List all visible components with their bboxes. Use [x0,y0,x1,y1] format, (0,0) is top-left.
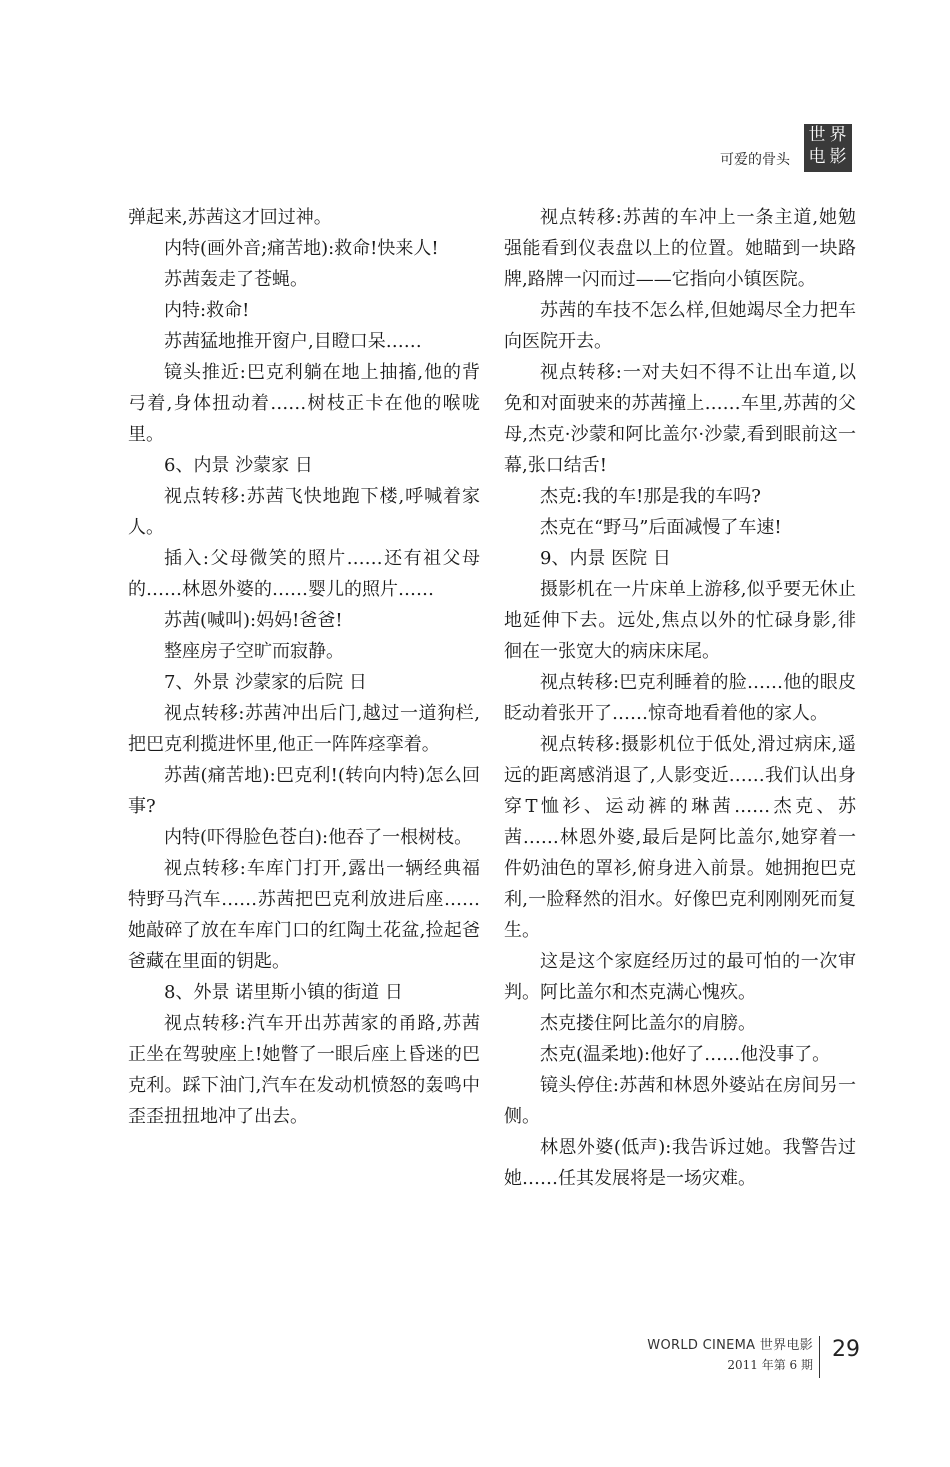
scene-heading: 9、内景 医院 日 [540,548,671,569]
brand-line-2: 电影 [808,147,851,167]
scene-heading: 8、外景 诺里斯小镇的街道 日 [164,982,403,1003]
paragraph: 视点转移:车库门打开,露出一辆经典福特野马汽车……苏茜把巴克利放进后座……她敲碎了放在车库门口的红陶土花盆,捡起爸爸藏在里面的钥匙。 [128,858,480,972]
paragraph: 视点转移:汽车开出苏茜家的甬路,苏茜正坐在驾驶座上!她瞥了一眼后座上昏迷的巴克利。踩下油门,汽车在发动机愤怒的轰鸣中歪歪扭扭地冲了出去。 [128,1013,480,1127]
paragraph: 杰克搂住阿比盖尔的肩膀。 [540,1013,756,1034]
footer-issue: 2011 年第 6 期 [727,1358,813,1372]
paragraph: 苏茜(痛苦地):巴克利!(转向内特)怎么回事? [128,765,480,817]
footer-publication-info [647,1336,820,1378]
paragraph: 内特(画外音;痛苦地):救命!快来人! [164,238,439,259]
running-header-title: 可爱的骨头 [720,152,790,168]
paragraph: 视点转移:苏茜的车冲上一条主道,她勉强能看到仪表盘以上的位置。她瞄到一块路牌,路牌一闪而过——它指向小镇医院。 [504,207,856,290]
paragraph: 杰克:我的车!那是我的车吗? [540,486,761,507]
paragraph: 内特(吓得脸色苍白):他吞了一根树枝。 [164,827,473,848]
paragraph: 弹起来,苏茜这才回过神。 [128,207,332,228]
paragraph: 苏茜的车技不怎么样,但她竭尽全力把车向医院开去。 [504,300,856,352]
page-number: 29 [832,1337,860,1362]
paragraph: 苏茜轰走了苍蝇。 [164,269,308,290]
paragraph: 整座房子空旷而寂静。 [164,641,344,662]
brand-line-1: 世界 [808,125,851,145]
paragraph: 苏茜(喊叫):妈妈!爸爸! [164,610,343,631]
right-text-column [504,202,856,1194]
paragraph: 内特:救命! [164,300,250,321]
paragraph: 视点转移:苏茜冲出后门,越过一道狗栏,把巴克利揽进怀里,他正一阵阵痉挛着。 [128,703,480,755]
paragraph: 这是这个家庭经历过的最可怕的一次审判。阿比盖尔和杰克满心愧疚。 [504,951,856,1003]
paragraph: 镜头停住:苏茜和林恩外婆站在房间另一侧。 [504,1075,856,1127]
paragraph: 杰克在“野马”后面减慢了车速! [540,517,782,538]
magazine-brand-badge [804,124,852,172]
paragraph: 苏茜猛地推开窗户,目瞪口呆…… [164,331,422,352]
scene-heading: 7、外景 沙蒙家的后院 日 [164,672,367,693]
paragraph: 视点转移:一对夫妇不得不让出车道,以免和对面驶来的苏茜撞上……车里,苏茜的父母,杰克·沙蒙和阿比盖尔·沙蒙,看到眼前这一幕,张口结舌! [504,362,856,476]
paragraph: 视点转移:苏茜飞快地跑下楼,呼喊着家人。 [128,486,480,538]
paragraph: 视点转移:摄影机位于低处,滑过病床,遥远的距离感消退了,人影变近……我们认出身穿T恤衫、运动裤的琳茜……杰克、苏茜……林恩外婆,最后是阿比盖尔,她穿着一件奶油色的罩衫,俯身进入前景。她拥抱巴克利,一脸释然的泪水。好像巴克利刚刚死而复生。 [504,734,856,941]
footer-magazine-name: WORLD CINEMA 世界电影 [647,1338,813,1353]
paragraph: 摄影机在一片床单上游移,似乎要无休止地延伸下去。远处,焦点以外的忙碌身影,徘徊在一张宽大的病床床尾。 [504,579,856,662]
paragraph: 杰克(温柔地):他好了……他没事了。 [540,1044,831,1065]
scene-heading: 6、内景 沙蒙家 日 [164,455,313,476]
paragraph: 林恩外婆(低声):我告诉过她。我警告过她……任其发展将是一场灾难。 [504,1137,856,1189]
left-text-column [128,202,480,1132]
paragraph: 插入:父母微笑的照片……还有祖父母的……林恩外婆的……婴儿的照片…… [128,548,480,600]
paragraph: 镜头推近:巴克利躺在地上抽搐,他的背弓着,身体扭动着……树枝正卡在他的喉咙里。 [128,362,480,445]
paragraph: 视点转移:巴克利睡着的脸……他的眼皮眨动着张开了……惊奇地看着他的家人。 [504,672,856,724]
